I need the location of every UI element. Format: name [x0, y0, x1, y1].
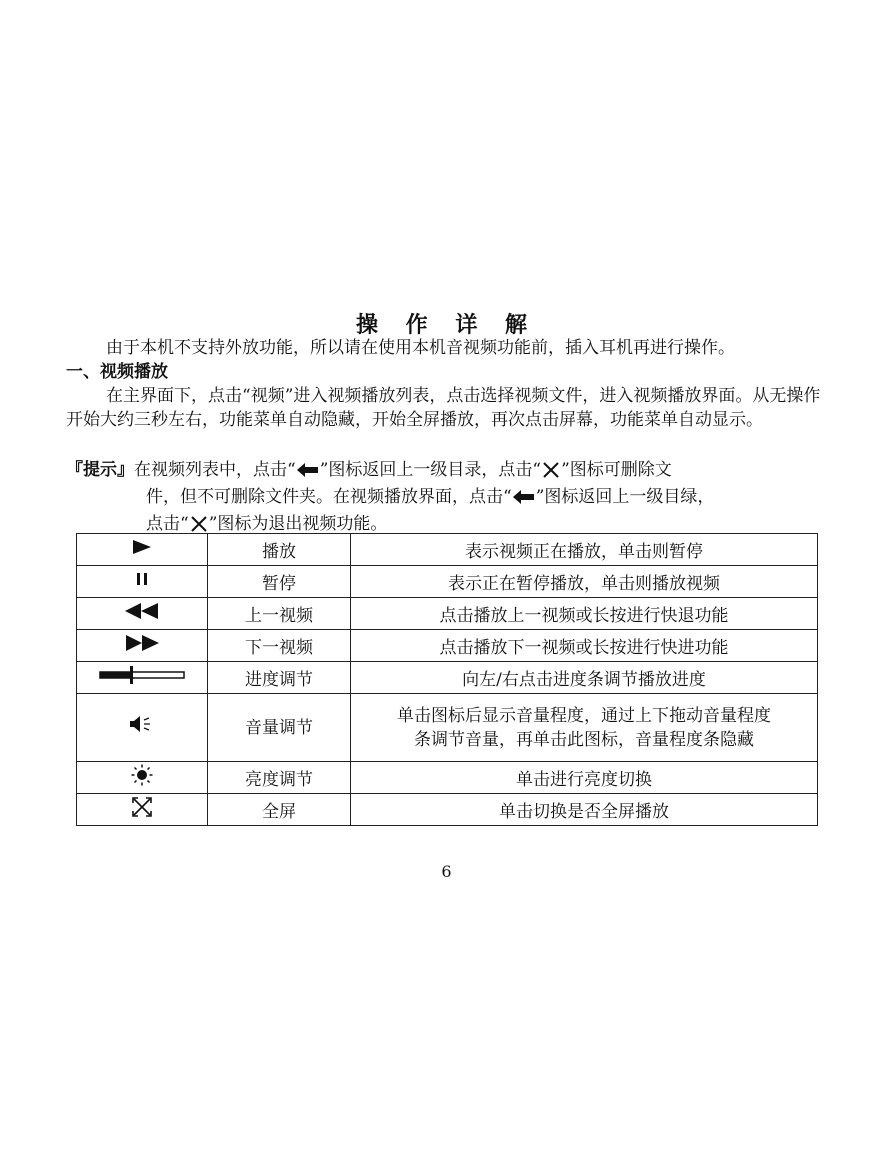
table-row: [77, 762, 818, 794]
page-number: 6: [441, 862, 452, 881]
control-name: 全屏: [208, 794, 351, 826]
control-name: 进度调节: [208, 662, 351, 694]
back-arrow-icon: [297, 461, 319, 485]
tip-text: 件，但不可删除文件夹。在视频播放界面，点击“: [146, 487, 512, 507]
tip-text: ”图标可删除文: [561, 460, 672, 480]
tip-text: ”图标返回上一级目录，点击“: [319, 460, 542, 480]
control-desc-line: 条调节音量，再单击此图标，音量程度条隐藏: [414, 729, 754, 750]
back-arrow-icon: [513, 488, 535, 512]
icon-cell: [77, 694, 208, 762]
tip-block: [66, 458, 832, 539]
table-row: [77, 598, 818, 630]
fast-forward-icon: [124, 634, 160, 657]
play-icon: [131, 539, 153, 560]
control-name: 音量调节: [208, 694, 351, 762]
icon-cell: [77, 762, 208, 794]
brightness-icon: [131, 764, 153, 791]
control-name: 下一视频: [208, 630, 351, 662]
tip-text: 在视频列表中，点击“: [134, 460, 296, 480]
control-desc: 单击切换是否全屏播放: [351, 794, 818, 826]
volume-icon: [129, 715, 155, 740]
table-row: [77, 794, 818, 826]
control-desc: 单击进行亮度切换: [351, 762, 818, 794]
tip-text: ”图标返回上一级目绿，: [535, 487, 715, 507]
table-row: [77, 662, 818, 694]
tip-line-1: [66, 458, 832, 485]
intro-paragraph: 由于本机不支持外放功能，所以请在使用本机音视频功能前，插入耳机再进行操作。: [106, 338, 735, 358]
progress-bar-icon: [99, 665, 185, 690]
table-row: [77, 566, 818, 598]
section-heading: 一、视频播放: [66, 362, 168, 382]
control-desc: 向左/右点击进度条调节播放进度: [351, 662, 818, 694]
icon-cell: [77, 534, 208, 566]
control-desc: 表示正在暂停播放，单击则播放视频: [351, 566, 818, 598]
tip-text: ”图标为退出视频功能。: [208, 514, 388, 534]
pause-icon: [134, 571, 150, 592]
control-desc: [351, 694, 818, 762]
fullscreen-icon: [131, 796, 153, 823]
control-name: 播放: [208, 534, 351, 566]
control-name: 上一视频: [208, 598, 351, 630]
rewind-icon: [124, 602, 160, 625]
table-row: [77, 694, 818, 762]
control-desc: 点击播放下一视频或长按进行快进功能: [351, 630, 818, 662]
tip-label: 『提示』: [66, 460, 134, 480]
control-desc-line: 单击图标后显示音量程度，通过上下拖动音量程度: [397, 705, 771, 726]
icon-cell: [77, 598, 208, 630]
control-name: 暂停: [208, 566, 351, 598]
control-name: 亮度调节: [208, 762, 351, 794]
icon-cell: [77, 566, 208, 598]
control-desc: 表示视频正在播放，单击则暂停: [351, 534, 818, 566]
icon-cell: [77, 662, 208, 694]
close-x-icon: [542, 461, 560, 485]
icon-cell: [77, 630, 208, 662]
control-desc: 点击播放上一视频或长按进行快退功能: [351, 598, 818, 630]
tip-text: 点击“: [146, 514, 189, 534]
table-row: [77, 534, 818, 566]
page-title: 操 作 详 解: [356, 312, 537, 338]
section-paragraph: 在主界面下，点击“视频”进入视频播放列表，点击选择视频文件，进入视频播放界面。从无操作开始大约三秒左右，功能菜单自动隐藏，开始全屏播放，再次点击屏幕，功能菜单自动显示。: [66, 386, 821, 430]
icon-cell: [77, 794, 208, 826]
tip-line-2: [66, 485, 832, 512]
controls-table: [76, 533, 818, 826]
table-row: [77, 630, 818, 662]
